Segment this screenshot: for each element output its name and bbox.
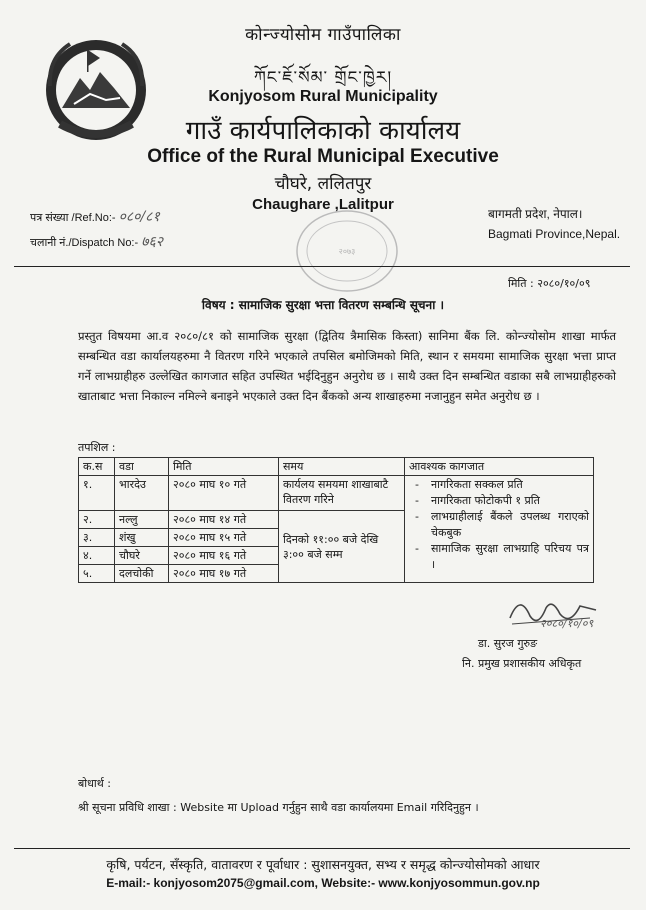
dispatch-value: ७६२ xyxy=(141,234,164,250)
office-name-en: Office of the Rural Municipal Executive xyxy=(147,146,499,167)
cc-line: श्री सूचना प्रविधि शाखा : Website मा Upload गर्नुहुन साथै वडा कार्यालयमा Email गरिदिनुहुन । xyxy=(78,801,479,814)
office-name-np: गाउँ कार्यपालिकाको कार्यालय xyxy=(185,116,461,146)
row-ward: नल्लु xyxy=(115,511,169,529)
row-time: दिनको ११:०० बजे देखि ३:०० बजे सम्म xyxy=(279,511,405,583)
province-np: बागमती प्रदेश, नेपाल। xyxy=(488,207,583,221)
svg-text:२०७३: २०७३ xyxy=(338,247,356,256)
row-ward: दलचोकी xyxy=(115,565,169,583)
municipality-name-en: Konjyosom Rural Municipality xyxy=(208,88,438,105)
row-ward: चौघरे xyxy=(115,547,169,565)
province-en: Bagmati Province,Nepal. xyxy=(488,227,621,241)
letter-date: मिति : २०८०/१०/०९ xyxy=(508,277,591,290)
ref-number xyxy=(30,207,160,226)
letter-subject: विषय : सामाजिक सुरक्षा भत्ता वितरण सम्बन्धि सूचना । xyxy=(201,298,445,312)
list-item: - लाभग्राहीलाई बैंकले उपलब्ध गराएको चेकबुक xyxy=(409,509,589,541)
row-sn: ३. xyxy=(79,529,115,547)
letter-body: प्रस्तुत विषयमा आ.व २०८०/८१ को सामाजिक सुरक्षा (द्वितिय त्रैमासिक किस्ता) सानिमा बैंक लि. कोन्ज्योसोम शाखा मार्फत सम्बन्धित वडा कार्यालयहरुमा नै वितरण गरिने भएकाले तपसिल बमोजिमको मिति, स्थान र समयमा सामाजिक सुरक्षा भत्ता प्राप्त गर्ने लाभग्राहीहरु उल्लेखित कागजात सहित उपस्थित भईदिनुहुन अनुरोध छ । साथै उक्त दिन सम्बन्धित वडाका सबै लाभग्राहीहरुको खाताबाट भत्ता निकाल्न नमिल्ने बनाइने भएकाले उक्त दिन बैंकको अन्य शाखाहरुमा नजानुहुन समेत अनुरोध छ । xyxy=(78,329,616,403)
row-date: २०८० माघ १५ गते xyxy=(169,529,279,547)
row-ward: भारदेउ xyxy=(115,476,169,511)
header-time: समय xyxy=(279,458,405,476)
place-en: Chaughare ,Lalitpur xyxy=(252,196,394,213)
row-sn: ५. xyxy=(79,565,115,583)
header-ward: वडा xyxy=(115,458,169,476)
row-date: २०८० माघ १४ गते xyxy=(169,511,279,529)
header-date: मिति xyxy=(169,458,279,476)
list-item: - नागरिकता सक्कल प्रति xyxy=(409,477,589,493)
header-documents: आवश्यक कागजात xyxy=(405,458,594,476)
tapsil-label: तपशिल : xyxy=(78,441,116,454)
header-divider xyxy=(14,266,630,267)
footer-slogan: कृषि, पर्यटन, सँस्कृति, वातावरण र पूर्वाधार : सुशासनयुक्त, सभ्य र समृद्ध कोन्ज्योसोमको आधार xyxy=(106,857,540,872)
footer-contact: E-mail:- konjyosom2075@gmail.com, Website:- www.konjyosommun.gov.np xyxy=(106,876,540,890)
documents-list xyxy=(409,477,589,573)
header-sn: क.स xyxy=(79,458,115,476)
required-documents-cell xyxy=(405,476,594,583)
signatory-title: नि. प्रमुख प्रशासकीय अधिकृत xyxy=(462,657,582,670)
list-item: - सामाजिक सुरक्षा लाभग्राहि परिचय पत्र । xyxy=(409,541,589,573)
row-ward: शंखु xyxy=(115,529,169,547)
cc-label: बोधार्थ : xyxy=(78,777,111,790)
row-date: २०८० माघ १६ गते xyxy=(169,547,279,565)
row-time: कार्यलय समयमा शाखाबाटै वितरण गरिने xyxy=(279,476,405,511)
row-sn: २. xyxy=(79,511,115,529)
distribution-table xyxy=(78,457,594,583)
row-date: २०८० माघ १० गते xyxy=(169,476,279,511)
row-date: २०८० माघ १७ गते xyxy=(169,565,279,583)
place-np: चौघरे, ललितपुर xyxy=(274,174,372,194)
signature-date: २०८०/१०/०९ xyxy=(540,617,594,630)
dispatch-number xyxy=(30,232,163,251)
municipality-name-np: कोन्ज्योसोम गाउँपालिका xyxy=(245,25,401,45)
row-sn: ४. xyxy=(79,547,115,565)
footer-divider xyxy=(14,848,630,849)
table-header-row xyxy=(79,458,594,476)
ref-value: ०८०/८१ xyxy=(118,209,160,225)
dispatch-label: चलानी नं./Dispatch No:- xyxy=(30,237,139,249)
list-item: - नागरिकता फोटोकपी १ प्रति xyxy=(409,493,589,509)
table-row xyxy=(79,476,594,511)
ref-label: पत्र संख्या /Ref.No:- xyxy=(30,212,116,224)
signatory-name: डा. सुरज गुरुङ xyxy=(478,637,538,650)
municipality-name-tibetan: ཀོང་ཇོ་སོམ་ གྲོང་ཁྱེར། xyxy=(253,68,393,88)
office-stamp xyxy=(292,206,402,296)
row-sn: १. xyxy=(79,476,115,511)
